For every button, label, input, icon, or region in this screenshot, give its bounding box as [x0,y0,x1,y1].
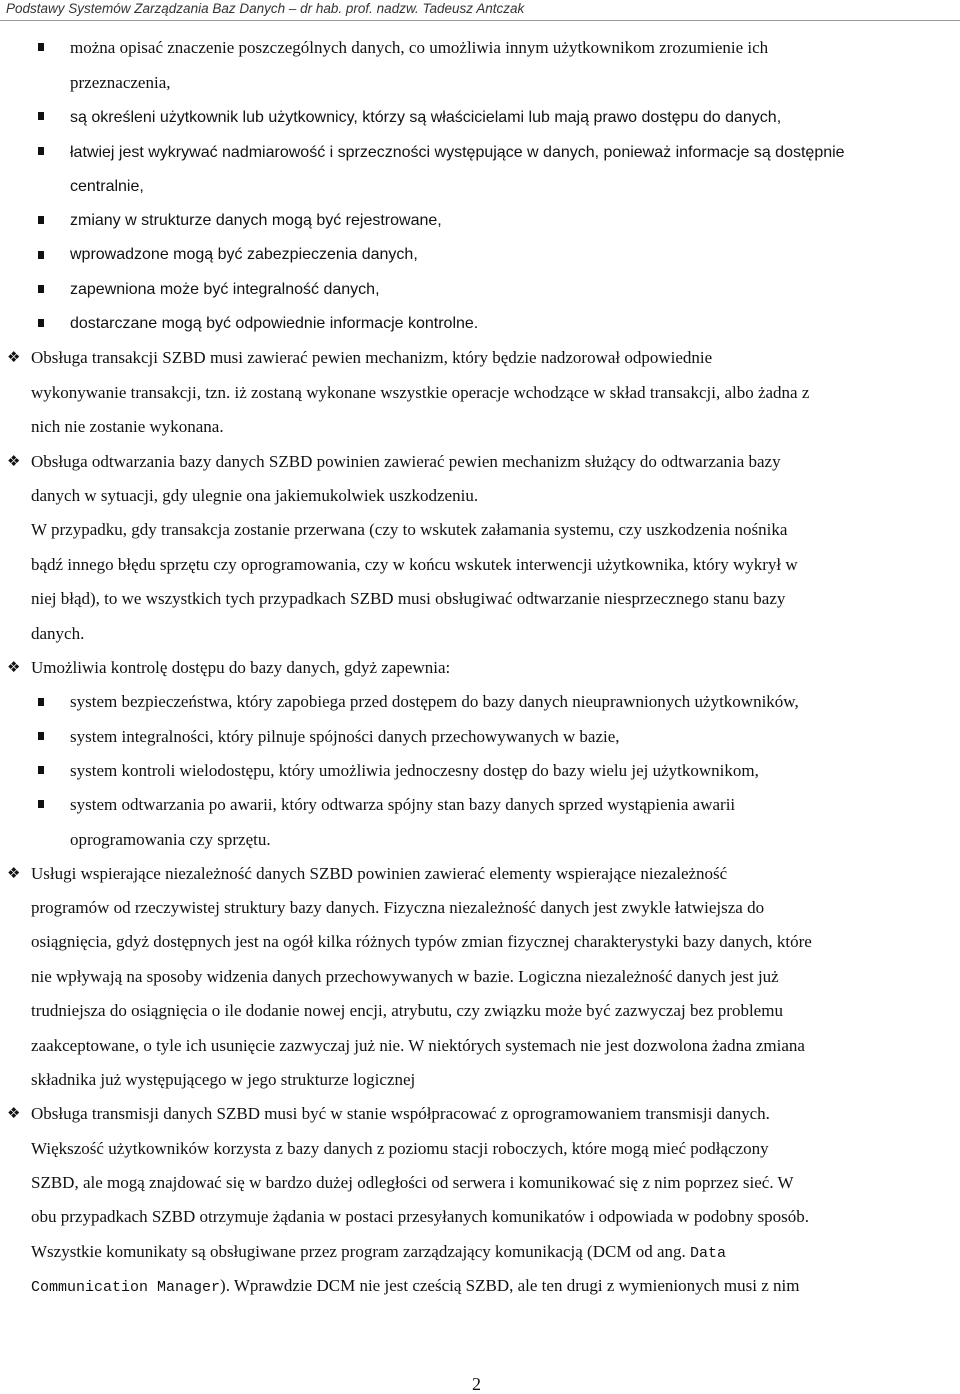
paragraph-line [31,1276,799,1298]
bullet-text: dostarczane mogą być odpowiednie informacje kontrolne. [70,315,479,332]
bullet-text: system integralności, który pilnuje spójności danych przechowywanych w bazie, [70,727,620,746]
square-bullet-icon [38,285,44,293]
paragraph-line: niej błąd), to we wszystkich tych przypadkach SZBD musi obsługiwać odtwarzanie niesprzecznego stanu bazy [31,589,786,608]
paragraph-line: W przypadku, gdy transakcja zostanie przerwana (czy to wskutek załamania systemu, czy uszkodzenia nośnika [31,520,788,539]
paragraph-line: Obsługa odtwarzania bazy danych SZBD powinien zawierać pewien mechanizm służący do odtwarzania bazy [31,452,781,471]
diamond-bullet-icon: ❖ [7,658,21,676]
bullet-text: wprowadzone mogą być zabezpieczenia danych, [70,246,418,263]
paragraph-line: Obsługa transakcji SZBD musi zawierać pewien mechanizm, który będzie nadzorował odpowiednie [31,348,713,367]
square-bullet-icon [38,216,44,224]
paragraph-line: osiągnięcia, gdyż dostępnych jest na ogół kilka różnych typów zmian fizycznej charakterystyki bazy danych, które [31,932,812,951]
mono-term: Data [690,1245,727,1262]
square-bullet-icon [38,319,44,327]
page-number: 2 [472,1374,481,1394]
diamond-bullet-icon: ❖ [7,864,21,882]
page-header: Podstawy Systemów Zarządzania Baz Danych – dr hab. prof. nadzw. Tadeusz Antczak [6,1,525,16]
paragraph-line: trudniejsza do osiągnięcia o ile dodanie nowej encji, atrybutu, czy związku może być zazwyczaj bez problemu [31,1001,783,1020]
paragraph-text: Wszystkie komunikaty są obsługiwane przez program zarządzający komunikacją (DCM od ang. [31,1242,690,1261]
bullet-text: system bezpieczeństwa, który zapobiega przed dostępem do bazy danych nieuprawnionych użytkowników, [70,692,799,711]
square-bullet-icon [38,112,44,120]
diamond-bullet-icon: ❖ [7,348,21,366]
diamond-bullet-icon: ❖ [7,1104,21,1122]
paragraph-line: składnika już występującego w jego strukturze logicznej [31,1070,416,1089]
square-bullet-icon [38,147,44,155]
paragraph-text: ). Wprawdzie DCM nie jest cześcią SZBD, ale ten drugi z wymienionych musi z nim [220,1276,800,1295]
paragraph-line: SZBD, ale mogą znajdować się w bardzo dużej odległości od serwera i komunikować się z nim poprzez sieć. W [31,1173,794,1192]
bullet-text: system kontroli wielodostępu, który umożliwia jednoczesny dostęp do bazy wielu jej użytkownikom, [70,761,759,780]
header-divider [0,20,960,21]
bullet-text: przeznaczenia, [70,73,171,92]
bullet-text: oprogramowania czy sprzętu. [70,830,271,849]
paragraph-line: Umożliwia kontrolę dostępu do bazy danych, gdyż zapewnia: [31,658,451,677]
paragraph-line: Obsługa transmisji danych SZBD musi być w stanie współpracować z oprogramowaniem transmisji danych. [31,1104,770,1123]
square-bullet-icon [38,251,44,259]
paragraph-line: Usługi wspierające niezależność danych SZBD powinien zawierać elementy wspierające niezależność [31,864,728,883]
bullet-text: system odtwarzania po awarii, który odtwarza spójny stan bazy danych sprzed wystąpienia awarii [70,795,736,814]
paragraph-line: zaakceptowane, o tyle ich usunięcie zazwyczaj już nie. W niektórych systemach nie jest dozwolona żadna zmiana [31,1036,805,1055]
paragraph-line: nie wpływają na sposoby widzenia danych przechowywanych w bazie. Logiczna niezależność danych jest już [31,967,779,986]
bullet-text: zmiany w strukturze danych mogą być rejestrowane, [70,212,442,229]
square-bullet-icon [38,800,44,808]
bullet-text: zapewniona może być integralność danych, [70,281,380,298]
paragraph-line: nich nie zostanie wykonana. [31,417,224,436]
paragraph-line: danych w sytuacji, gdy ulegnie ona jakiemukolwiek uszkodzeniu. [31,486,479,505]
bullet-text: można opisać znaczenie poszczególnych danych, co umożliwia innym użytkownikom zrozumienie ich [70,38,769,57]
square-bullet-icon [38,766,44,774]
bullet-text: łatwiej jest wykrywać nadmiarowość i sprzeczności występujące w danych, ponieważ informacje są dostępnie [70,144,845,161]
paragraph-line: wykonywanie transakcji, tzn. iż zostaną wykonane wszystkie operacje wchodzące w skład transakcji, albo żadna z [31,383,810,402]
square-bullet-icon [38,732,44,740]
paragraph-line: programów od rzeczywistej struktury bazy danych. Fizyczna niezależność danych jest zwykle łatwiejsza do [31,898,765,917]
bullet-text: są określeni użytkownik lub użytkownicy, którzy są właścicielami lub mają prawo dostępu do danych, [70,109,782,126]
paragraph-line: danych. [31,624,85,643]
diamond-bullet-icon: ❖ [7,452,21,470]
mono-term: Communication Manager [31,1279,221,1296]
square-bullet-icon [38,43,44,51]
paragraph-line: bądź innego błędu sprzętu czy oprogramowania, czy w końcu wskutek interwencji użytkownika, który wykrył w [31,555,798,574]
paragraph-line: obu przypadkach SZBD otrzymuje żądania w postaci przesyłanych komunikatów i odpowiada w podobny sposób. [31,1207,810,1226]
paragraph-line: Większość użytkowników korzysta z bazy danych z poziomu stacji roboczych, które mogą mieć podłączony [31,1139,769,1158]
paragraph-line [31,1242,726,1264]
square-bullet-icon [38,698,44,706]
bullet-text: centralnie, [70,178,144,195]
